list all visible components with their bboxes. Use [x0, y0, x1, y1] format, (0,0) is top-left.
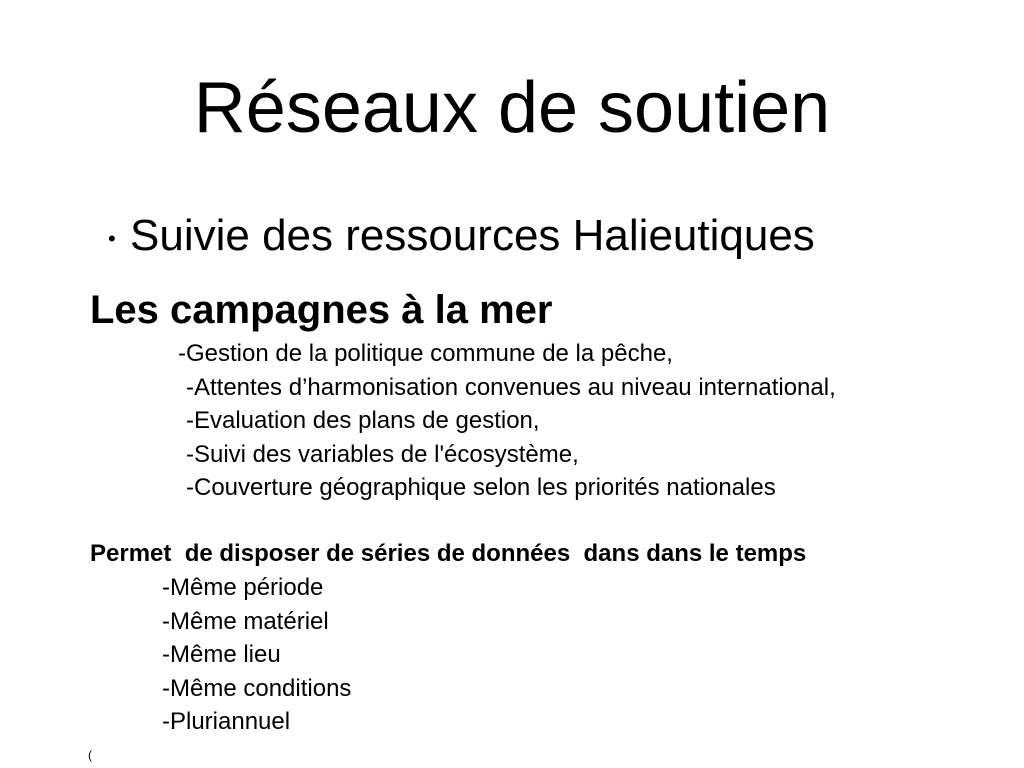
- list-item: -Même matériel: [162, 607, 329, 635]
- list-item: -Suivi des variables de l'écosystème,: [186, 440, 579, 468]
- list-item: -Même conditions: [162, 674, 352, 702]
- campaign-objectives-list: [178, 337, 836, 505]
- data-series-statement: Permet de disposer de séries de données dans dans le temps: [90, 540, 807, 567]
- section-heading: Les campagnes à la mer: [90, 288, 553, 332]
- bullet-marker: •: [108, 226, 116, 251]
- bullet-text: Suivie des ressources Halieutiques: [130, 211, 815, 260]
- list-item: -Même période: [162, 574, 324, 601]
- stray-mark: (: [88, 748, 92, 762]
- list-item: -Gestion de la politique commune de la pêche,: [178, 340, 673, 367]
- list-item: -Même lieu: [162, 641, 281, 668]
- list-item: -Evaluation des plans de gestion,: [186, 407, 540, 434]
- list-item: -Couverture géographique selon les priorités nationales: [186, 474, 776, 501]
- list-item: -Pluriannuel: [162, 708, 291, 735]
- consistency-criteria-list: [162, 571, 351, 739]
- list-item: -Attentes d’harmonisation convenues au niveau international,: [186, 373, 836, 401]
- slide-title: Réseaux de soutien: [193, 68, 831, 148]
